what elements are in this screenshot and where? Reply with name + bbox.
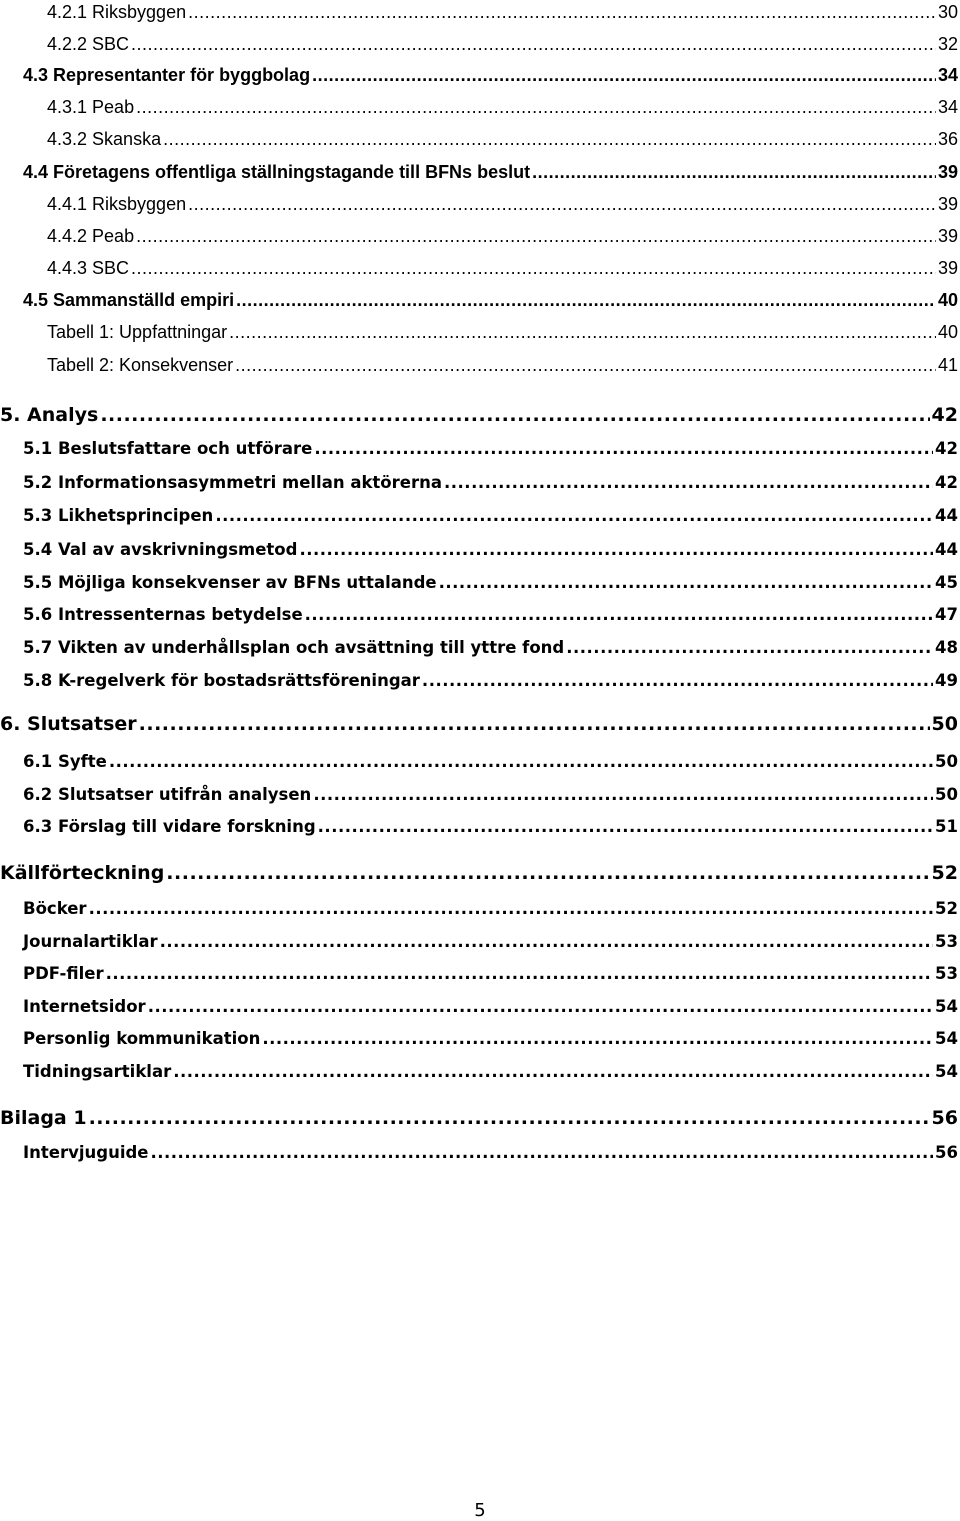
- toc-entry-page: 49: [935, 670, 958, 690]
- toc-dot-leader: [262, 1031, 933, 1048]
- toc-entry-title: Journalartiklar: [23, 931, 158, 951]
- toc-entry[interactable]: [23, 952, 958, 982]
- toc-entry-title: 4.4.2 Peab: [47, 226, 135, 246]
- toc-entry-title: 4.4.1 Riksbyggen: [47, 194, 187, 214]
- toc-entry-page: 39: [937, 226, 958, 246]
- toc-entry-page: 34: [937, 97, 958, 117]
- toc-entry-title: Tidningsartiklar: [23, 1061, 172, 1081]
- toc-dot-leader: [236, 291, 936, 309]
- toc-entry-page: 50: [935, 784, 958, 804]
- toc-entry-title: 4.5 Sammanställd empiri: [23, 290, 235, 310]
- toc-entry-page: 54: [935, 1061, 958, 1081]
- toc-entry[interactable]: [23, 1050, 958, 1080]
- toc-entry-page: 42: [935, 438, 958, 458]
- toc-entry[interactable]: [23, 427, 958, 457]
- toc-dot-leader: [444, 475, 933, 492]
- toc-entry-title: PDF-filer: [23, 963, 104, 983]
- toc-entry[interactable]: [0, 853, 958, 883]
- toc-entry[interactable]: [23, 805, 958, 835]
- toc-entry[interactable]: [0, 395, 958, 425]
- toc-entry[interactable]: [47, 344, 958, 374]
- toc-entry-title: Intervjuguide: [23, 1142, 149, 1162]
- toc-entry-page: 42: [935, 472, 958, 492]
- toc-entry-title: 6.2 Slutsatser utifrån analysen: [23, 784, 312, 804]
- toc-entry-title: 5.1 Beslutsfattare och utförare: [23, 438, 313, 458]
- toc-dot-leader: [89, 1109, 930, 1128]
- toc-entry[interactable]: [47, 86, 958, 116]
- toc-entry-page: 40: [937, 322, 958, 342]
- toc-dot-leader: [313, 787, 933, 804]
- toc-entry[interactable]: [23, 1131, 958, 1161]
- toc-entry-page: 39: [937, 194, 958, 214]
- toc-dot-leader: [188, 195, 936, 213]
- toc-dot-leader: [163, 130, 936, 148]
- toc-entry-title: 4.4.3 SBC: [47, 258, 130, 278]
- toc-entry[interactable]: [23, 920, 958, 950]
- toc-entry-page: 51: [935, 816, 958, 836]
- toc-entry-title: 4.3 Representanter för byggbolag: [23, 65, 311, 85]
- toc-entry-title: 5.4 Val av avskrivningsmetod: [23, 539, 298, 559]
- page-number: 5: [474, 1500, 486, 1521]
- toc-dot-leader: [235, 356, 936, 374]
- toc-entry-page: 30: [937, 2, 958, 22]
- toc-dot-leader: [160, 934, 933, 951]
- toc-entry-title: Personlig kommunikation: [23, 1028, 261, 1048]
- toc-entry[interactable]: [23, 773, 958, 803]
- toc-entry[interactable]: [23, 659, 958, 689]
- toc-entry-page: 50: [935, 751, 958, 771]
- toc-entry-page: 52: [931, 862, 958, 884]
- toc-entry-title: 5.5 Möjliga konsekvenser av BFNs uttalande: [23, 572, 437, 592]
- toc-entry-page: 44: [935, 505, 958, 525]
- toc-entry[interactable]: [0, 1098, 958, 1128]
- toc-dot-leader: [139, 715, 930, 734]
- toc-entry-page: 53: [935, 963, 958, 983]
- toc-entry-title: 5.2 Informationsasymmetri mellan aktörerna: [23, 472, 442, 492]
- toc-entry-title: 5.8 K-regelverk för bostadsrättsföreningar: [23, 670, 420, 690]
- toc-entry-title: 6.1 Syfte: [23, 751, 107, 771]
- toc-entry[interactable]: [0, 704, 958, 734]
- toc-entry-title: 5. Analys: [0, 404, 99, 426]
- toc-dot-leader: [166, 864, 929, 883]
- toc-entry-page: 32: [937, 34, 958, 54]
- toc-entry-page: 50: [931, 713, 958, 735]
- toc-entry[interactable]: [23, 985, 958, 1015]
- toc-dot-leader: [305, 607, 933, 624]
- toc-entry-page: 47: [935, 604, 958, 624]
- toc-entry-page: 34: [937, 65, 958, 85]
- toc-entry[interactable]: [23, 626, 958, 656]
- toc-entry[interactable]: [47, 247, 958, 277]
- toc-entry[interactable]: [47, 0, 958, 21]
- toc-dot-leader: [188, 3, 936, 21]
- toc-dot-leader: [299, 542, 933, 559]
- toc-entry-page: 48: [935, 637, 958, 657]
- toc-entry-title: 4.3.1 Peab: [47, 97, 135, 117]
- toc-dot-leader: [422, 673, 933, 690]
- toc-dot-leader: [136, 98, 936, 116]
- toc-entry-page: 40: [937, 290, 958, 310]
- toc-entry-page: 42: [931, 404, 958, 426]
- toc-entry-title: Källförteckning: [0, 862, 165, 884]
- toc-entry-page: 53: [935, 931, 958, 951]
- toc-entry-title: 6. Slutsatser: [0, 713, 137, 735]
- toc-entry-title: 4.4 Företagens offentliga ställningstagande till BFNs beslut: [23, 162, 531, 182]
- toc-dot-leader: [312, 66, 936, 84]
- toc-entry-page: 56: [931, 1107, 958, 1129]
- toc-entry-page: 41: [937, 355, 958, 375]
- toc-entry-page: 39: [937, 162, 958, 182]
- toc-entry[interactable]: [23, 593, 958, 623]
- toc-entry-title: 4.3.2 Skanska: [47, 129, 162, 149]
- toc-dot-leader: [566, 640, 933, 657]
- toc-dot-leader: [148, 999, 933, 1016]
- toc-dot-leader: [106, 966, 933, 983]
- toc-dot-leader: [173, 1064, 933, 1081]
- toc-entry[interactable]: [23, 561, 958, 591]
- toc-entry[interactable]: [23, 54, 958, 84]
- toc-entry[interactable]: [47, 311, 958, 341]
- toc-dot-leader: [136, 227, 936, 245]
- toc-entry-page: 56: [935, 1142, 958, 1162]
- toc-entry[interactable]: [23, 1017, 958, 1047]
- toc-dot-leader: [109, 754, 933, 771]
- toc-entry[interactable]: [47, 118, 958, 148]
- toc-dot-leader: [100, 406, 929, 425]
- toc-entry-page: 44: [935, 539, 958, 559]
- toc-entry-title: Internetsidor: [23, 996, 146, 1016]
- toc-entry-page: 54: [935, 1028, 958, 1048]
- toc-entry-page: 39: [937, 258, 958, 278]
- toc-entry-title: Bilaga 1: [0, 1107, 87, 1129]
- toc-dot-leader: [318, 819, 933, 836]
- toc-dot-leader: [314, 441, 933, 458]
- toc-entry[interactable]: [23, 740, 958, 770]
- toc-dot-leader: [439, 575, 933, 592]
- toc-entry[interactable]: [47, 23, 958, 53]
- toc-dot-leader: [89, 901, 933, 918]
- toc-entry[interactable]: [23, 887, 958, 917]
- toc-entry[interactable]: [23, 461, 958, 491]
- toc-entry-title: Tabell 2: Konsekvenser: [47, 355, 234, 375]
- toc-dot-leader: [229, 323, 936, 341]
- toc-entry[interactable]: [23, 494, 958, 524]
- toc-entry-title: 4.2.2 SBC: [47, 34, 130, 54]
- toc-entry-title: 5.6 Intressenternas betydelse: [23, 604, 303, 624]
- toc-entry-page: 52: [935, 898, 958, 918]
- toc-entry-page: 45: [935, 572, 958, 592]
- toc-entry[interactable]: [47, 183, 958, 213]
- toc-entry-title: 6.3 Förslag till vidare forskning: [23, 816, 316, 836]
- toc-dot-leader: [150, 1145, 933, 1162]
- toc-entry[interactable]: [23, 528, 958, 558]
- toc-entry[interactable]: [23, 151, 958, 181]
- toc-entry-page: 54: [935, 996, 958, 1016]
- toc-entry-title: Tabell 1: Uppfattningar: [47, 322, 228, 342]
- toc-entry-title: 4.2.1 Riksbyggen: [47, 2, 187, 22]
- toc-entry-page: 36: [937, 129, 958, 149]
- toc-dot-leader: [131, 35, 936, 53]
- toc-entry-title: Böcker: [23, 898, 87, 918]
- toc-entry[interactable]: [23, 279, 958, 309]
- toc-entry[interactable]: [47, 215, 958, 245]
- toc-entry-title: 5.3 Likhetsprincipen: [23, 505, 214, 525]
- toc-dot-leader: [131, 259, 936, 277]
- toc-dot-leader: [215, 508, 933, 525]
- toc-dot-leader: [532, 163, 936, 181]
- toc-entry-title: 5.7 Vikten av underhållsplan och avsättning till yttre fond: [23, 637, 565, 657]
